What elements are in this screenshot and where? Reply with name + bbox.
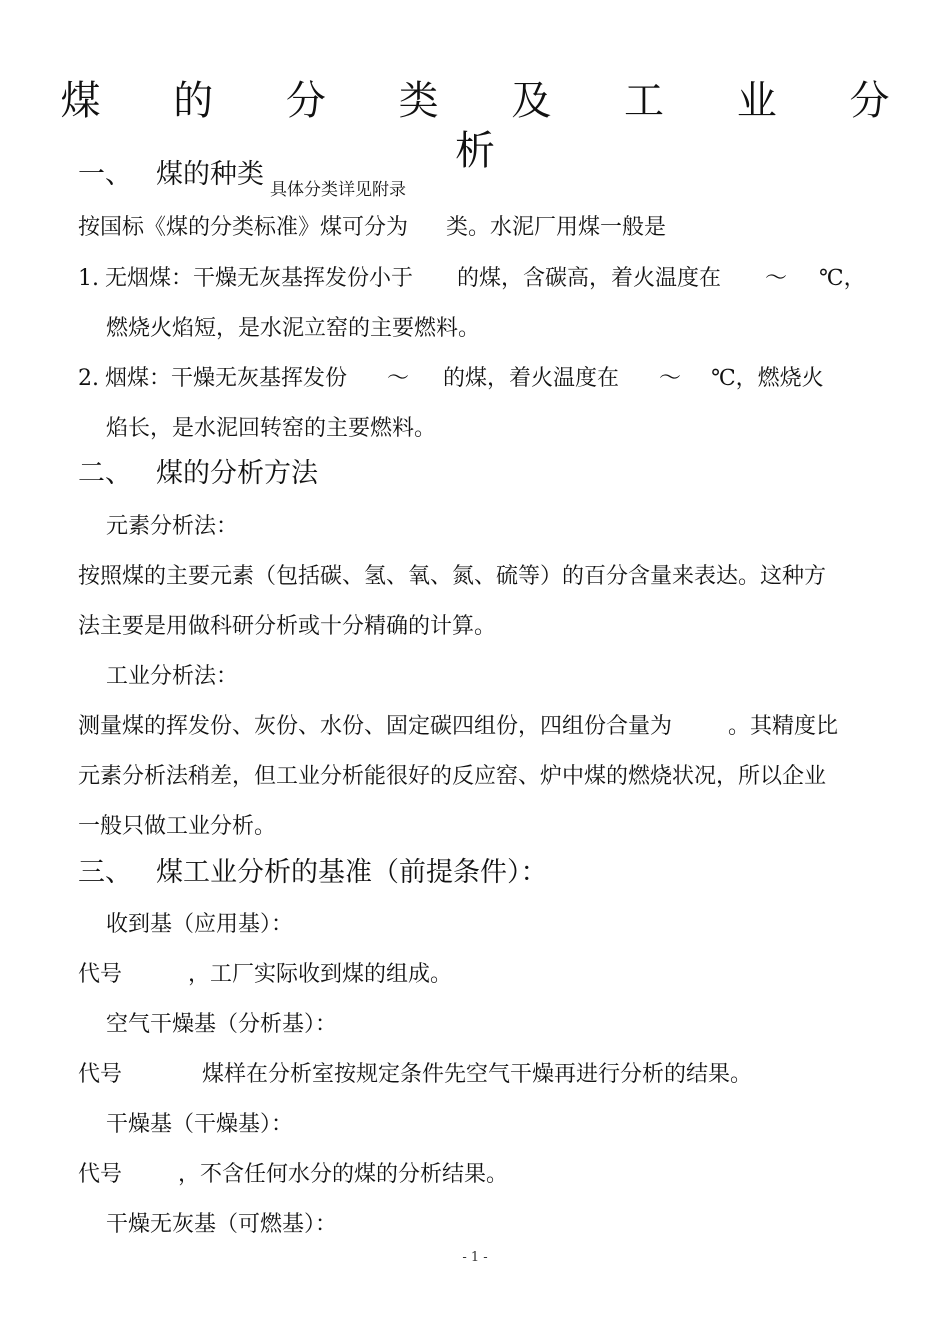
document-title: 煤 的 分 类 及 工 业 分 析 xyxy=(60,78,920,174)
text-segment: ，工厂实际收到煤的组成。 xyxy=(188,962,453,987)
text-segment: ～ xyxy=(765,266,788,291)
section-number: 一、 xyxy=(78,159,132,190)
list-item xyxy=(78,364,824,394)
paragraph xyxy=(78,1160,508,1190)
paragraph: 一般只做工业分析。 xyxy=(78,814,277,839)
paragraph: 法主要是用做科研分析或十分精确的计算。 xyxy=(78,614,497,639)
list-item xyxy=(78,264,866,294)
text-segment: 类。水泥厂用煤一般是 xyxy=(446,215,667,240)
text-segment: 代号 xyxy=(78,1162,123,1187)
paragraph: 焰长，是水泥回转窑的主要燃料。 xyxy=(106,416,437,441)
paragraph: 按照煤的主要元素（包括碳、氢、氧、氮、硫等）的百分含量来表达。这种方 xyxy=(78,564,827,589)
paragraph xyxy=(78,712,838,742)
text-segment: 代号 xyxy=(78,1062,123,1087)
text-segment: 代号 xyxy=(78,962,123,987)
section-note: 具体分类详见附录 xyxy=(270,180,406,200)
paragraph xyxy=(78,960,452,990)
text-segment: 煤样在分析室按规定条件先空气干燥再进行分析的结果。 xyxy=(202,1062,753,1087)
section-title: 煤的分析方法 xyxy=(156,458,318,489)
subheading: 干燥基（干燥基）： xyxy=(106,1112,294,1137)
section-number: 三、 xyxy=(78,857,132,888)
list-number: 1. xyxy=(78,266,99,291)
text-segment: 按国标《煤的分类标准》煤可分为 xyxy=(78,215,409,240)
section-title: 煤的种类 xyxy=(156,159,264,190)
subheading: 工业分析法： xyxy=(106,664,239,689)
paragraph: 燃烧火焰短，是水泥立窑的主要燃料。 xyxy=(106,316,481,341)
section-number: 二、 xyxy=(78,458,132,489)
page-number: - 1 - xyxy=(462,1250,488,1265)
text-segment: ～ xyxy=(659,366,682,391)
text-segment: ～ xyxy=(387,366,410,391)
text-segment: ℃， xyxy=(819,266,866,291)
text-segment: 无烟煤：干燥无灰基挥发份小于 xyxy=(105,266,414,291)
subheading: 收到基（应用基）： xyxy=(106,912,294,937)
subheading: 空气干燥基（分析基）： xyxy=(106,1012,338,1037)
text-segment: 烟煤：干燥无灰基挥发份 xyxy=(105,366,348,391)
section-2-heading xyxy=(78,457,318,491)
section-3-heading xyxy=(78,856,548,890)
text-segment: 的煤，含碳高，着火温度在 xyxy=(457,266,722,291)
subheading: 干燥无灰基（可燃基）： xyxy=(106,1212,338,1237)
paragraph xyxy=(78,213,666,243)
paragraph xyxy=(78,1060,752,1090)
list-number: 2. xyxy=(78,366,99,391)
text-segment: 的煤，着火温度在 xyxy=(443,366,620,391)
section-1-heading xyxy=(78,158,406,200)
text-segment: 测量煤的挥发份、灰份、水份、固定碳四组份，四组份合量为 xyxy=(78,714,673,739)
section-title: 煤工业分析的基准（前提条件）： xyxy=(156,857,548,888)
subheading: 元素分析法： xyxy=(106,514,239,539)
paragraph: 元素分析法稍差，但工业分析能很好的反应窑、炉中煤的燃烧状况，所以企业 xyxy=(78,764,827,789)
text-segment: ，不含任何水分的煤的分析结果。 xyxy=(178,1162,509,1187)
text-segment: 。其精度比 xyxy=(728,714,839,739)
text-segment: ℃，燃烧火 xyxy=(711,366,824,391)
